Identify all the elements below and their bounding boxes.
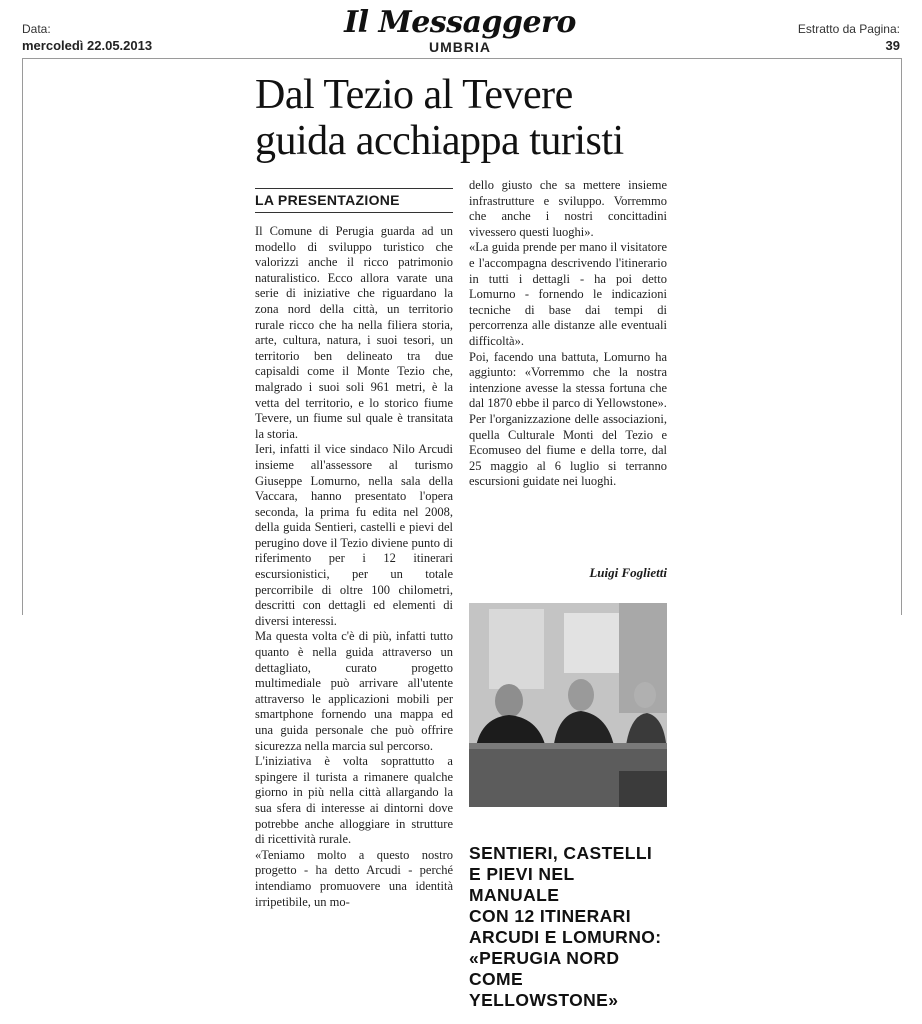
caption-line: COME YELLOWSTONE» [469,969,619,1010]
newspaper-logo: Il Messaggero [344,5,576,40]
headline-line-1: Dal Tezio al Tevere [255,72,573,118]
publication-date: mercoledì 22.05.2013 [22,38,153,53]
masthead [340,6,580,54]
caption-line: ARCUDI E LOMURNO: [469,927,662,947]
caption-line: «PERUGIA NORD [469,948,620,968]
caption-line: E PIEVI NEL MANUALE [469,864,575,905]
headline-line-2: guida acchiappa turisti [255,118,624,164]
paragraph: Poi, facendo una battuta, Lomurno ha aggiunto: «Vorremmo che la nostra intenzione avesse la stessa fortuna che dal 1870 ebbe il parco di Yellowstone». [469,349,667,411]
article-headline [255,72,695,164]
article-column-1 [255,224,453,910]
paragraph: Per l'organizzazione delle associazioni, quella Culturale Monti del Tezio e Ecomuseo del fiume e della torre, dal 25 maggio al 6 luglio si terranno escursioni guidate nei luoghi. [469,411,667,489]
photo-illustration [469,603,667,807]
paragraph: «Teniamo molto a questo nostro progetto - ha detto Arcudi - perché intendiamo promuovere una identità irripetibile, un mo- [255,847,453,909]
edition-name: UMBRIA [429,39,491,55]
date-label: Data: [22,22,51,36]
press-conference-photo [469,603,667,807]
page-number: 39 [885,38,900,53]
paragraph: «La guida prende per mano il visitatore e l'accompagna descrivendo l'itinerario in tutti i dettagli - ha poi detto Lomurno - fornendo le indicazioni tecniche di base dai tempi di percorrenza alle distanze alle eventuali difficoltà». [469,240,667,348]
paragraph: dello giusto che sa mettere insieme infrastrutture e sviluppo. Vorremmo che anche i nostri concittadini vivessero questi luoghi». [469,178,667,239]
paragraph: Il Comune di Perugia guarda ad un modello di sviluppo turistico che valorizzi anche il ricco patrimonio naturalistico. Ecco allora varate una serie di iniziative che riguardano la zona nord della città, un territorio rurale ricco che ha nella filiera storia, arte, cultura, natura, i suoi tesori, un territorio ben delineato tra due capisaldi come il Monte Tezio che, malgrado i suoi soli 961 metri, è la vetta del territorio, e lo storico fiume Tevere, un fiume sul quale è transitata la storia. [255,224,453,441]
paragraph: Ieri, infatti il vice sindaco Nilo Arcudi insieme all'assessore al turismo Giuseppe Lomurno, nella sala della Vaccara, hanno presentato l'opera seconda, la prima fu edita nel 2008, della guida Sentieri, castelli e pievi del perugino dove il Tezio diviene punto di riferimento per i 12 itinerari escursionistici, per un totale percorribile di oltre 100 chilometri, descritti con dettagli ed elementi di diversi interessi. [255,442,453,628]
paragraph: L'iniziativa è volta soprattutto a spingere il turista a rimanere qualche giorno in più nella città allargando la sua sfera di interesse ai dintorni dove potrebbe anche alloggiare in strutture di ricettività rurale. [255,754,453,847]
paragraph: Ma questa volta c'è di più, infatti tutto quanto è nella guida attraverso un dettagliato, curato progetto multimediale può arrivare all'utente attraverso le applicazioni mobili per smartphone fornendo una mappa ed una guida personale che può offrire sicurezza nella marcia sul percorso. [255,629,453,753]
caption-line: SENTIERI, CASTELLI [469,843,653,863]
page-extract-label: Estratto da Pagina: [797,22,900,36]
section-kicker: LA PRESENTAZIONE [255,188,453,213]
author-byline: Luigi Foglietti [589,565,667,580]
caption-line: CON 12 ITINERARI [469,906,631,926]
photo-caption [469,843,667,1011]
article-column-2 [469,178,667,490]
